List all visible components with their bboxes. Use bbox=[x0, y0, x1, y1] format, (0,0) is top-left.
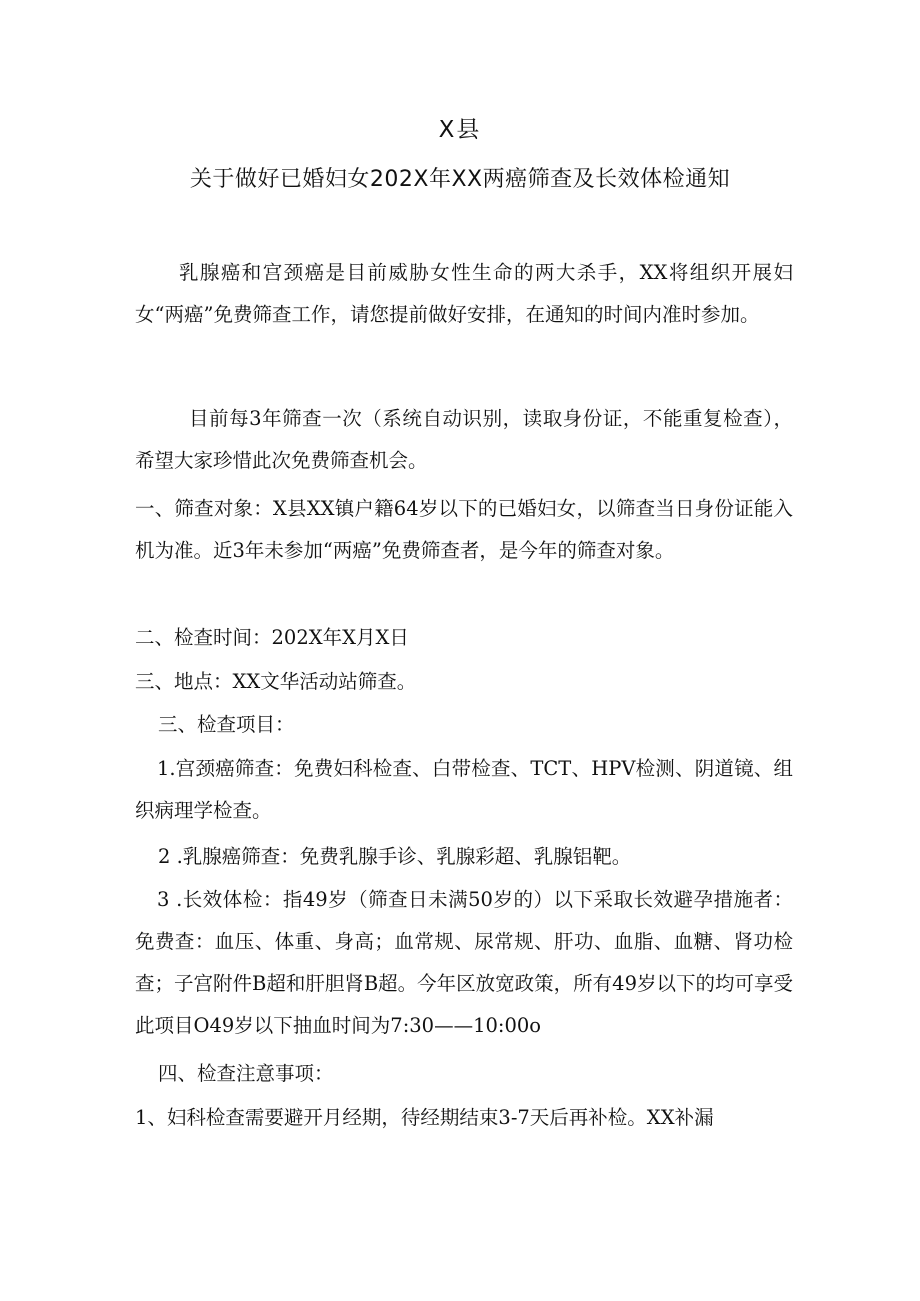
exam-item-breast: 2 .乳腺癌筛查：免费乳腺手诊、乳腺彩超、乳腺铝靶。 bbox=[158, 845, 632, 868]
section-notes-heading: 四、检查注意事项： bbox=[158, 1062, 334, 1085]
document-title: 关于做好已婚妇女202X年XX两癌筛查及长效体检通知 bbox=[189, 167, 731, 192]
section-exam-items-heading: 三、检查项目： bbox=[158, 713, 295, 736]
exam-item-cervical: 1.宫颈癌筛查：免费妇科检查、白带检查、TCT、HPV检测、阴道镜、组织病理学检查。 bbox=[135, 757, 793, 822]
intro-paragraph-2: 目前每3年筛查一次（系统自动识别，读取身份证，不能重复检查），希望大家珍惜此次免费筛查机会。 bbox=[135, 407, 793, 472]
intro-paragraph-1: 乳腺癌和宫颈癌是目前威胁女性生命的两大杀手，XX将组织开展妇女“两癌”免费筛查工作，请您提前做好安排，在通知的时间内准时参加。 bbox=[135, 261, 793, 326]
document-title-county: X县 bbox=[438, 117, 482, 143]
section-screening-target: 一、筛查对象：X县XX镇户籍64岁以下的已婚妇女，以筛查当日身份证能入机为准。近3年未参加“两癌”免费筛查者，是今年的筛查对象。 bbox=[135, 497, 793, 562]
section-location: 三、地点：XX文华活动站筛查。 bbox=[135, 670, 417, 693]
exam-item-long-term: 3 .长效体检：指49岁（筛查日未满50岁的）以下采取长效避孕措施者：免费查：血压、体重、身高；血常规、尿常规、肝功、血脂、血糖、肾功检查；子宫附件B超和肝胆肾B超。今年区放宽政策，所有49岁以下的均可享受此项目O49岁以下抽血时间为7:30——10:00o bbox=[135, 888, 793, 1037]
section-exam-time: 二、检查时间：202X年X月X日 bbox=[135, 626, 409, 649]
note-item-1: 1、妇科检查需要避开月经期，待经期结束3-7天后再补检。XX补漏 bbox=[135, 1106, 714, 1129]
